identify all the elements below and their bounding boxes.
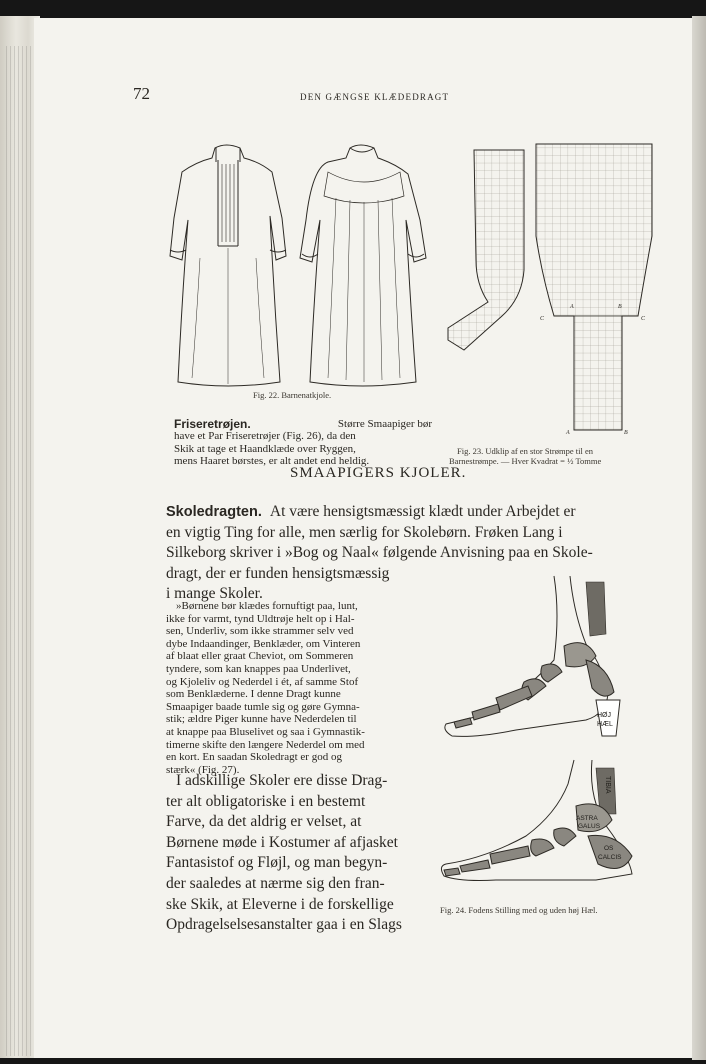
skole-line5: i mange Skoler. bbox=[166, 585, 263, 603]
quote-line: stik; ældre Piger kunne have Nederdelen til bbox=[166, 713, 357, 726]
heel-label-1: HØJ bbox=[597, 712, 611, 719]
quote-line: som Benklæderne. I denne Dragt kunne bbox=[166, 688, 341, 701]
quote-paragraph bbox=[166, 600, 422, 776]
final-line: Opdragelselsesanstalter gaa i en Slags bbox=[166, 916, 402, 934]
quote-line: »Børnene bør klædes fornuftigt paa, lunt, bbox=[176, 600, 358, 612]
friseret-line4: mens Haaret børstes, er alt andet end heldig. bbox=[174, 455, 370, 468]
tibia-label: TIBIA bbox=[604, 776, 611, 794]
final-line: Farve, da det aldrig er velset, at bbox=[166, 813, 362, 831]
label-a-bottom: A bbox=[566, 430, 570, 436]
page-stack-lines bbox=[6, 46, 32, 1056]
quote-line: dybe Indaandinger, Benklæder, om Vinteren bbox=[166, 637, 361, 650]
calcis-label-2: CALCIS bbox=[598, 854, 622, 861]
label-c-left: C bbox=[540, 316, 545, 322]
astragalus-label-2: GALUS bbox=[578, 823, 601, 830]
quote-line: og Kjoleliv og Nederdel i ét, af samme Stof bbox=[166, 675, 359, 688]
quote-line: en kort. En saadan Skoledragt er god og bbox=[166, 751, 342, 764]
page-number: 72 bbox=[133, 84, 150, 103]
heel-label-2: HÆL bbox=[597, 721, 613, 728]
skole-line3: Silkeborg skriver i »Bog og Naal« følgende Anvisning paa en Skole- bbox=[166, 544, 593, 562]
label-a-top: A bbox=[570, 304, 574, 310]
quote-line: sen, Underliv, som ikke strammer selv ved bbox=[166, 625, 354, 638]
final-paragraph bbox=[166, 771, 424, 936]
skole-line4: dragt, der er funden hensigtsmæssig bbox=[166, 564, 390, 582]
label-b-top: B bbox=[618, 304, 622, 310]
quote-line: stærk« (Fig. 27). bbox=[166, 763, 240, 776]
skole-line1: At være hensigtsmæssigt klædt under Arbejdet er bbox=[269, 503, 576, 520]
fig24-foot-bones bbox=[436, 574, 652, 900]
quote-line: tyndere, som kan knappes paa Underlivet, bbox=[166, 662, 351, 675]
final-line: I adskillige Skoler ere disse Drag- bbox=[176, 772, 388, 789]
label-c-right: C bbox=[641, 316, 646, 322]
friseret-title: Friseretrøjen. bbox=[174, 417, 251, 431]
quote-line: Smaapiger baade tumle sig og gøre Gymna- bbox=[166, 700, 360, 713]
fig24-caption: Fig. 24. Fodens Stilling med og uden høj Hæl. bbox=[440, 905, 598, 915]
quote-line: timerne skifte den længere Nederdel om med bbox=[166, 738, 365, 751]
final-line: Børnene møde i Kostumer af afjasket bbox=[166, 833, 398, 851]
quote-line: ikke for varmt, tynd Uldtrøje helt op i Hal- bbox=[166, 612, 355, 625]
friseret-line3: Skik at tage et Haandklæde over Ryggen, bbox=[174, 442, 356, 455]
fig23-stocking-pattern bbox=[446, 140, 656, 440]
friseret-paragraph bbox=[174, 418, 432, 468]
fig22-nightgowns bbox=[160, 138, 440, 388]
final-line: ter alt obligatoriske i en bestemt bbox=[166, 792, 366, 810]
fig23-caption-line1: Fig. 23. Udklip af en stor Strømpe til en bbox=[457, 446, 593, 456]
skole-line2: en vigtig Ting for alle, men særlig for Skolebørn. Frøken Lang i bbox=[166, 523, 563, 541]
quote-line: at knappe paa Bluselivet og saa i Gymnastik- bbox=[166, 725, 365, 738]
quote-line: af blaat eller graat Cheviot, om Sommeren bbox=[166, 650, 354, 663]
skole-title: Skoledragten. bbox=[166, 504, 262, 520]
final-line: Fantasistof og Fløjl, og man begyn- bbox=[166, 854, 388, 872]
calcis-label-1: OS bbox=[604, 845, 614, 852]
label-b-bottom: B bbox=[624, 430, 628, 436]
friseret-line2: have et Par Friseretrøjer (Fig. 26), da den bbox=[174, 430, 356, 443]
astragalus-label-1: ASTRA bbox=[576, 815, 598, 822]
section-heading: SMAAPIGERS KJOLER. bbox=[290, 465, 467, 481]
fig23-caption-line2: Barnestrømpe. — Hver Kvadrat = ½ Tomme bbox=[449, 456, 602, 466]
page-edge bbox=[692, 16, 706, 1060]
final-line: ske Skik, at Eleverne i de forskellige bbox=[166, 895, 394, 913]
final-line: der saaledes at nærme sig den fran- bbox=[166, 874, 385, 892]
friseret-line1: Større Smaapiger bør bbox=[337, 418, 432, 430]
fig22-caption: Fig. 22. Barnenatkjole. bbox=[253, 390, 332, 400]
running-head: DEN GÆNGSE KLÆDEDRAGT bbox=[300, 92, 450, 102]
